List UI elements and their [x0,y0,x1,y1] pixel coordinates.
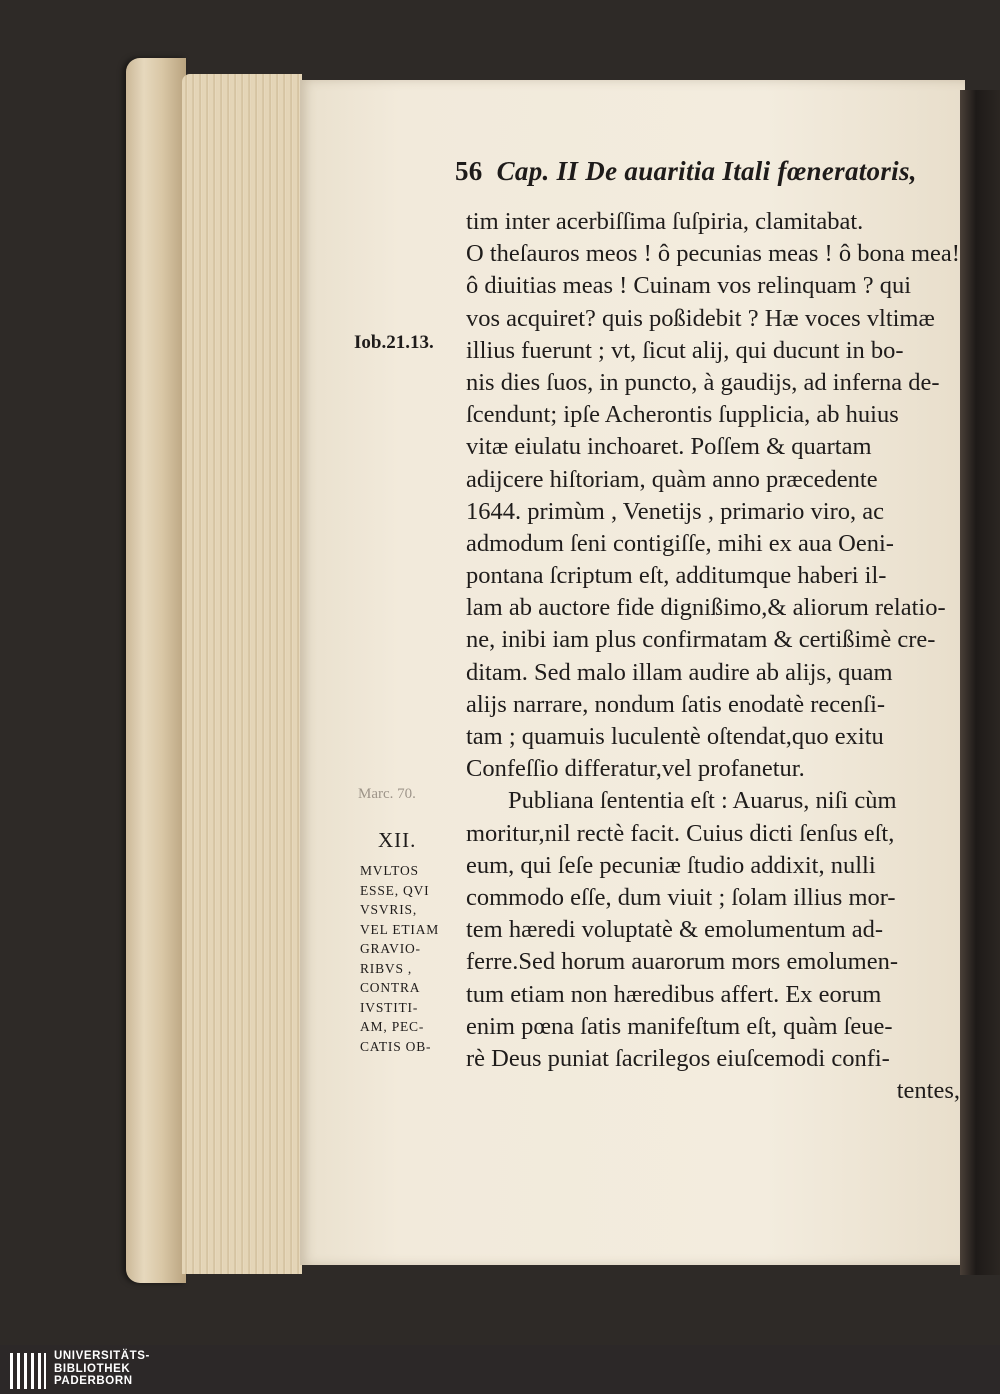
library-logo-icon [8,1349,48,1391]
text-line: 1644. primùm , Venetijs , primario viro, ac [466,497,885,525]
page-number: 56 [455,156,483,186]
text-line: pontana ſcriptum eſt, additumque haberi il- [466,562,887,590]
text-line: rè Deus puniat ſacrilegos eiuſcemodi confi- [466,1044,890,1072]
library-name-line: BIBLIOTHEK [54,1362,131,1375]
text-line: ditam. Sed malo illam audire ab alijs, quam [466,658,893,686]
text-line: lam ab auctore fide dignißimo,& aliorum relatio- [466,594,946,622]
text-line: adijcere hiſtoriam, quàm anno præcedente [466,465,878,493]
text-line: nis dies ſuos, in puncto, à gaudijs, ad inferna de- [466,368,940,396]
text-line: O theſauros meos ! ô pecunias meas ! ô bona mea! [466,240,960,268]
text-line: Publiana ſententia eſt : Auarus, niſi cùm [508,787,897,815]
text-line: enim pœna ſatis manifeſtum eſt, quàm ſeue- [466,1012,893,1040]
text-line: eum, qui ſeſe pecuniæ ſtudio addixit, nulli [466,851,876,879]
text-line: moritur,nil rectè facit. Cuius dicti ſenſus eſt, [466,819,895,847]
text-line: ferre.Sed horum auarorum mors emolumen- [466,948,899,976]
library-name-line: UNIVERSITÄTS- [54,1350,150,1362]
text-line: alijs narrare, nondum ſatis enodatè recenſi- [466,690,886,718]
footer-bar [0,1345,1000,1394]
text-line: vitæ eiulatu inchoaret. Poſſem & quartam [466,433,872,461]
running-title: Cap. II De auaritia Itali fœneratoris, [496,156,917,186]
text-line: ô diuitias meas ! Cuinam vos relinquam ? qui [466,272,912,300]
text-line: illius fuerunt ; vt, ſicut alij, qui ducunt in bo- [466,336,904,364]
text-line: tum etiam non hæredibus affert. Ex eorum [466,980,882,1008]
margin-summary-line: GRAVIO- [360,941,421,956]
text-line: commodo eſſe, dum viuit ; ſolam illius mor- [466,883,896,911]
margin-summary-line: VSVRIS, [360,902,417,917]
margin-reference: Iob.21.13. [354,332,434,353]
body-text [466,206,960,1107]
library-name [54,1350,150,1388]
text-line: admodum ſeni contigiſſe, mihi ex aua Oeni- [466,529,894,557]
text-line: tim inter acerbiſſima ſuſpiria, clamitabat. [466,208,864,235]
margin-faint-reference: Marc. 70. [358,786,416,802]
running-header [455,156,965,196]
section-number: XII. [378,828,417,852]
library-name-line: PADERBORN [54,1375,133,1387]
book-cover-edge [126,58,186,1283]
margin-summary-line: CATIS OB- [360,1038,432,1054]
margin-summary-line: ESSE, QVI [360,882,430,898]
text-line: ne, inibi iam plus confirmatam & certißimè cre- [466,626,936,654]
text-line: ſcendunt; ipſe Acherontis ſupplicia, ab huius [466,401,899,429]
text-line: vos acquiret? quis poßidebit ? Hæ voces vltimæ [466,304,935,332]
text-line: tem hæredi voluptatè & emolumentum ad- [466,916,884,944]
page-edges [182,74,302,1274]
margin-summary [360,861,460,1056]
margin-summary-line: AM, PEC- [360,1019,425,1034]
text-line: Confeſſio differatur,vel profanetur. [466,755,805,783]
margin-summary-line: CONTRA [360,980,421,995]
margin-summary-line: RIBVS , [360,960,413,976]
margin-summary-line: MVLTOS [360,863,419,878]
text-line: tam ; quamuis luculentè oſtendat,quo exitu [466,723,884,750]
margin-summary-line: IVSTITI- [360,999,419,1015]
margin-summary-line: VEL ETIAM [360,921,440,937]
text-line: tentes, [896,1077,960,1105]
gutter-shadow [960,90,1000,1275]
